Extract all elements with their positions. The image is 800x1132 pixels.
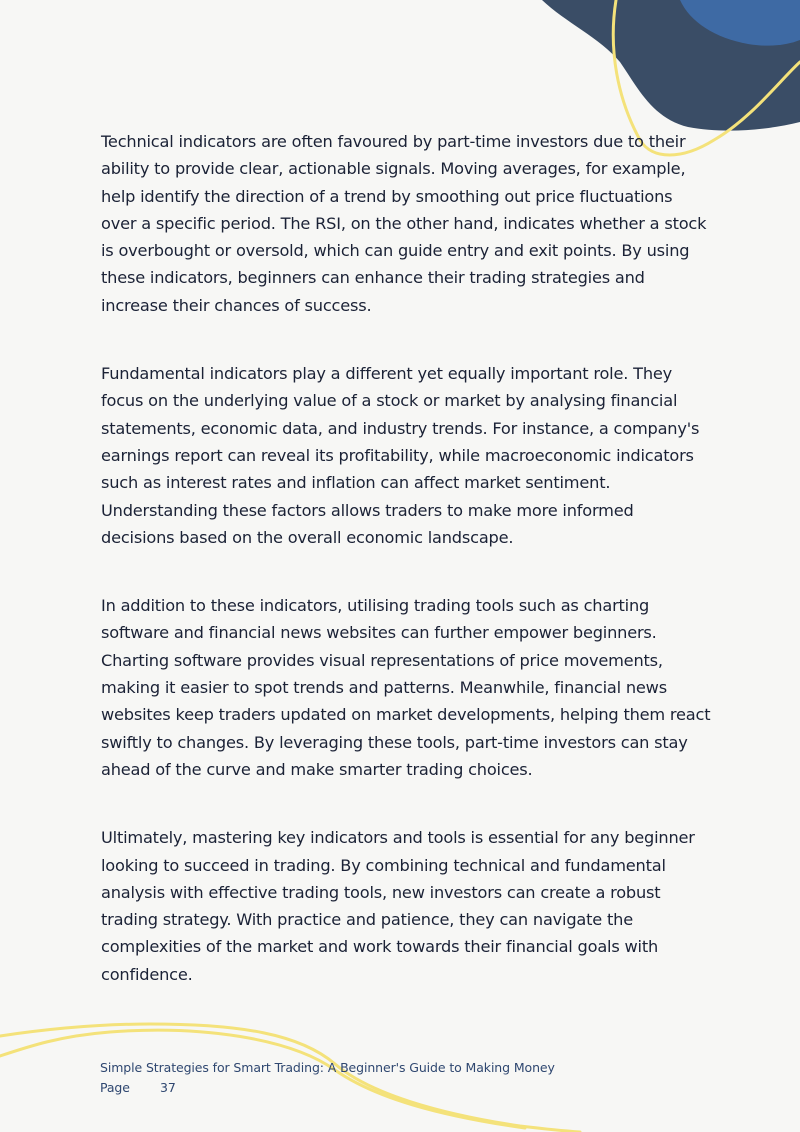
page-label: Page	[100, 1080, 130, 1095]
paragraph-trading-tools: In addition to these indicators, utilising trading tools such as charting software and financial news websites can further empower beginners. Charting software provides visual representations of price movements, making it easier to spot trends and patterns. Meanwhile, financial news websites keep traders updated on market developments, helping them react swiftly to changes. By leveraging these tools, part-time investors can stay ahead of the curve and make smarter trading choices.	[101, 596, 711, 779]
paragraph-technical-indicators: Technical indicators are often favoured by part-time investors due to their ability to provide clear, actionable signals. Moving averages, for example, help identify the direction of a trend by smoothing out price fluctuations over a specific period. The RSI, on the other hand, indicates whether a stock is overbought or oversold, which can guide entry and exit points. By using these indicators, beginners can enhance their trading strategies and increase their chances of success.	[101, 132, 707, 315]
paragraph-conclusion: Ultimately, mastering key indicators and tools is essential for any beginner looking to succeed in trading. By combining technical and fundamental analysis with effective trading tools, new investors can create a robust trading strategy. With practice and patience, they can navigate the complexities of the market and work towards their financial goals with confidence.	[101, 828, 695, 984]
page-number: 37	[160, 1080, 176, 1095]
blue-blob-shape	[680, 0, 800, 46]
paragraph-fundamental-indicators: Fundamental indicators play a different yet equally important role. They focus on the underlying value of a stock or market by analysing financial statements, economic data, and industry trends. For instance, a company's earnings report can reveal its profitability, while macroeconomic indicators such as interest rates and inflation can affect market sentiment. Understanding these factors allows traders to make more informed decisions based on the overall economic landscape.	[101, 364, 700, 547]
page-footer	[100, 1058, 555, 1098]
navy-blob-shape	[542, 0, 800, 131]
document-body	[101, 128, 711, 988]
book-title: Simple Strategies for Smart Trading: A Beginner's Guide to Making Money	[100, 1060, 555, 1075]
page-indicator	[100, 1078, 555, 1098]
